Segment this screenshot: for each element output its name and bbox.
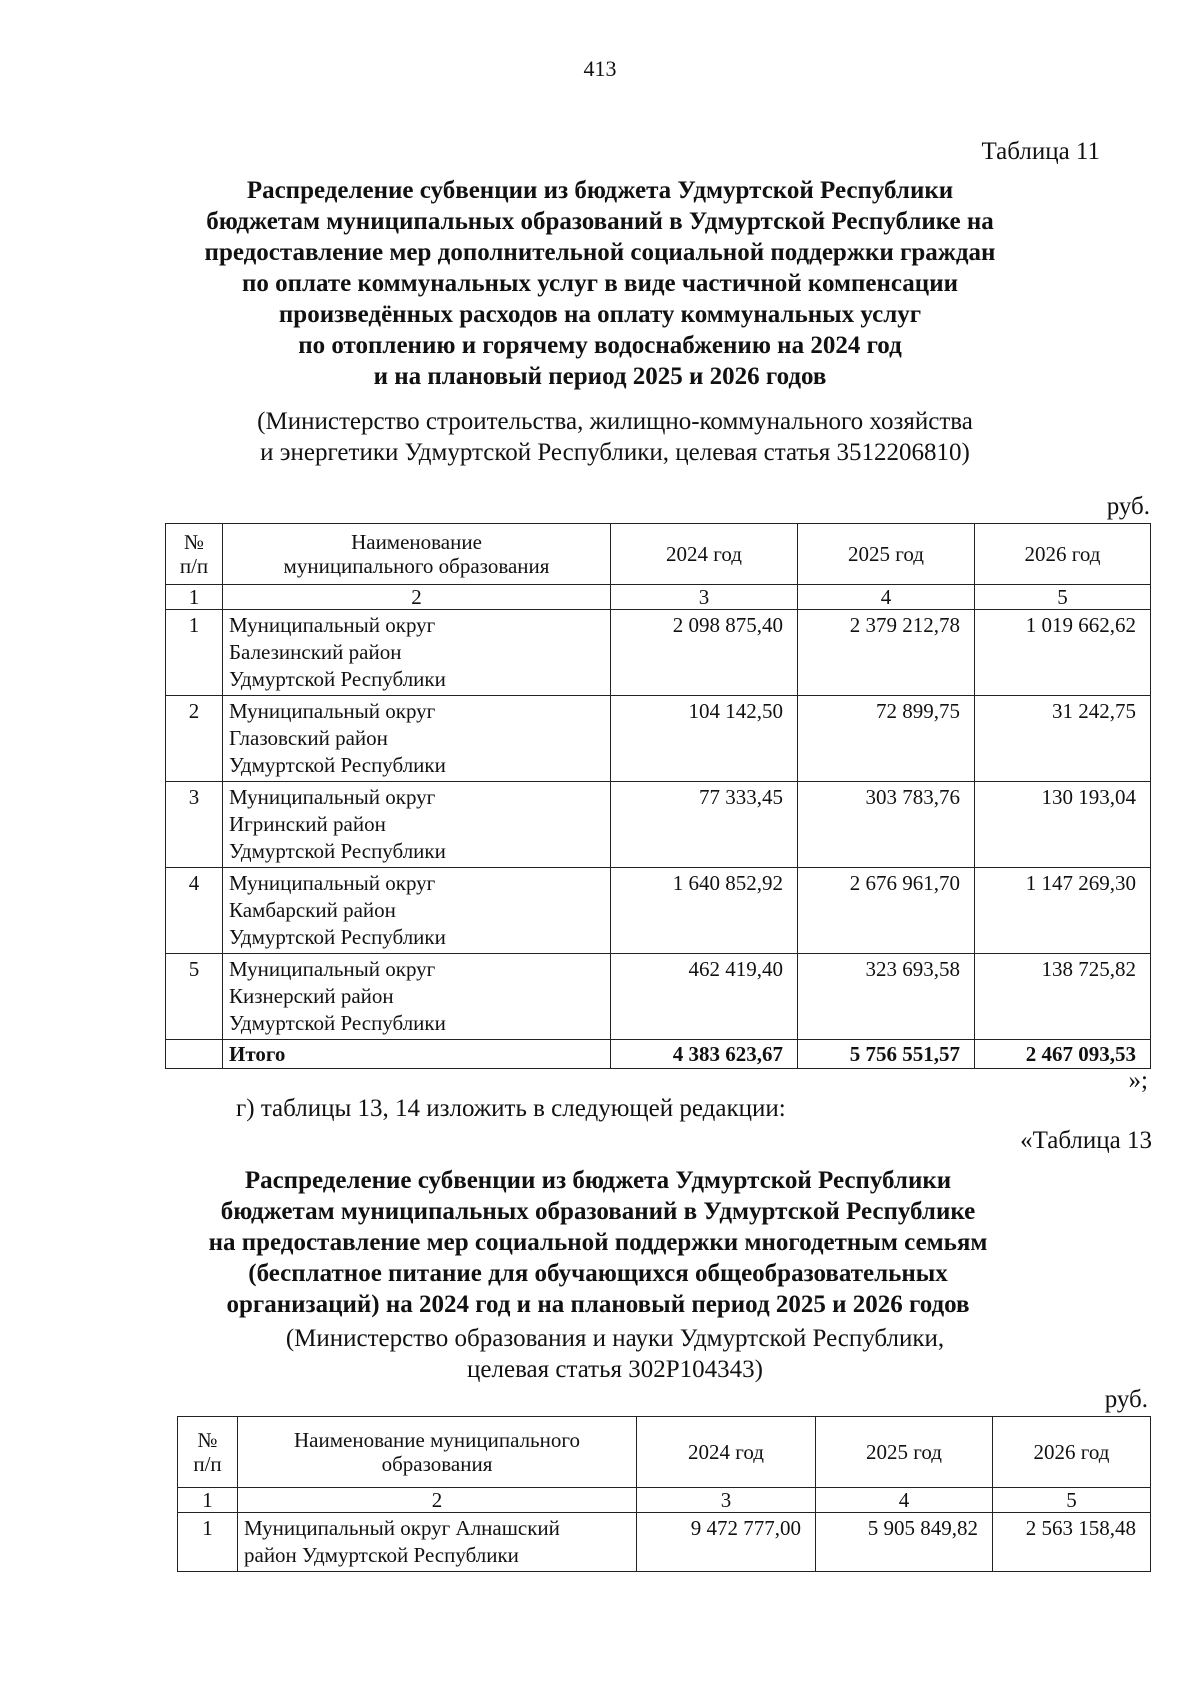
title-line: по отоплению и горячему водоснабжению на 2024 год: [298, 332, 902, 359]
total-2025: 5 756 551,57: [798, 1040, 975, 1069]
table-13-subtitle: [165, 1323, 1065, 1385]
table-header-row: [166, 524, 1151, 585]
row-num: 1: [166, 610, 223, 696]
header-2024: 2024 год: [611, 524, 798, 585]
row-name: Муниципальный округ Балезинский район Удмуртской Республики: [223, 610, 611, 696]
row-num: 2: [166, 696, 223, 782]
table-11-title: [150, 175, 1050, 392]
title-line: Распределение субвенции из бюджета Удмуртской Республики: [244, 1167, 952, 1194]
title-line: предоставление мер дополнительной социальной поддержки граждан: [204, 239, 996, 266]
table-13-label: «Таблица 13: [1020, 1127, 1152, 1154]
title-line: произведённых расходов на оплату коммунальных услуг: [278, 301, 922, 328]
row-2025: 2 379 212,78: [798, 610, 975, 696]
header-name: Наименование муниципального образования: [223, 524, 611, 585]
table-row: [166, 782, 1151, 868]
row-2024: 462 419,40: [611, 954, 798, 1040]
table-11-label: Таблица 11: [981, 138, 1100, 165]
title-line: на предоставление мер социальной поддержки многодетным семьям: [208, 1229, 988, 1256]
row-2024: 2 098 875,40: [611, 610, 798, 696]
header-2025: 2025 год: [816, 1417, 993, 1488]
row-name: Муниципальный округ Камбарский район Удмуртской Республики: [223, 868, 611, 954]
row-name: Муниципальный округ Кизнерский район Удмуртской Республики: [223, 954, 611, 1040]
header-2026: 2026 год: [975, 524, 1151, 585]
row-num: 4: [166, 868, 223, 954]
row-2026: 2 563 158,48: [993, 1513, 1151, 1572]
row-2024: 77 333,45: [611, 782, 798, 868]
table-row: [178, 1513, 1151, 1572]
row-2024: 9 472 777,00: [637, 1513, 816, 1572]
table-11-unit: руб.: [1106, 493, 1150, 520]
row-name: Муниципальный округ Игринский район Удмуртской Республики: [223, 782, 611, 868]
row-num: 1: [178, 1513, 238, 1572]
table-row: [166, 696, 1151, 782]
total-2026: 2 467 093,53: [975, 1040, 1151, 1069]
title-line: бюджетам муниципальных образований в Удмуртской Республике на: [206, 208, 994, 235]
row-2025: 323 693,58: [798, 954, 975, 1040]
title-line: организаций) на 2024 год и на плановый период 2025 и 2026 годов: [226, 1291, 970, 1318]
subtitle-line: целевая статья 302P104343): [467, 1356, 763, 1383]
row-2024: 104 142,50: [611, 696, 798, 782]
total-label: Итого: [223, 1040, 611, 1069]
page-number: 413: [583, 56, 617, 81]
title-line: по оплате коммунальных услуг в виде частичной компенсации: [241, 270, 959, 297]
table-row: [166, 954, 1151, 1040]
table-row: [166, 868, 1151, 954]
row-2025: 5 905 849,82: [816, 1513, 993, 1572]
amendment-paragraph: г) таблицы 13, 14 изложить в следующей редакции:: [236, 1095, 786, 1122]
row-2026: 138 725,82: [975, 954, 1151, 1040]
header-2025: 2025 год: [798, 524, 975, 585]
row-name: Муниципальный округ Глазовский район Удмуртской Республики: [223, 696, 611, 782]
row-2025: 303 783,76: [798, 782, 975, 868]
column-number-row: 1 2 3 4 5: [166, 585, 1151, 610]
header-num: № п/п: [166, 524, 223, 585]
header-2024: 2024 год: [637, 1417, 816, 1488]
title-line: бюджетам муниципальных образований в Удмуртской Республике: [220, 1198, 976, 1225]
header-2026: 2026 год: [993, 1417, 1151, 1488]
subtitle-line: (Министерство строительства, жилищно-коммунального хозяйства: [257, 408, 973, 435]
row-2025: 2 676 961,70: [798, 868, 975, 954]
row-2026: 130 193,04: [975, 782, 1151, 868]
row-2026: 1 147 269,30: [975, 868, 1151, 954]
table-11-subtitle: [165, 406, 1065, 468]
row-2025: 72 899,75: [798, 696, 975, 782]
title-line: Распределение субвенции из бюджета Удмуртской Республики: [246, 177, 954, 204]
subtitle-line: (Министерство образования и науки Удмуртской Республики,: [285, 1325, 945, 1352]
subtitle-line: и энергетики Удмуртской Республики, целевая статья 3512206810): [260, 439, 970, 466]
row-num: 5: [166, 954, 223, 1040]
table-13: [177, 1416, 1151, 1572]
total-2024: 4 383 623,67: [611, 1040, 798, 1069]
row-2026: 1 019 662,62: [975, 610, 1151, 696]
column-number-row: 1 2 3 4 5: [178, 1488, 1151, 1513]
table-11: [165, 523, 1151, 1069]
table-13-unit: руб.: [1104, 1386, 1148, 1413]
table-row: [166, 610, 1151, 696]
total-row: [166, 1040, 1151, 1069]
header-num: № п/п: [178, 1417, 238, 1488]
row-num: 3: [166, 782, 223, 868]
title-line: (бесплатное питание для обучающихся общеобразовательных: [248, 1260, 948, 1287]
title-line: и на плановый период 2025 и 2026 годов: [373, 363, 827, 390]
table-header-row: [178, 1417, 1151, 1488]
row-2024: 1 640 852,92: [611, 868, 798, 954]
closing-quote: »;: [1128, 1067, 1148, 1094]
row-2026: 31 242,75: [975, 696, 1151, 782]
header-name: Наименование муниципального образования: [238, 1417, 637, 1488]
table-13-title: [148, 1165, 1048, 1320]
row-name: Муниципальный округ Алнашский район Удмуртской Республики: [238, 1513, 637, 1572]
